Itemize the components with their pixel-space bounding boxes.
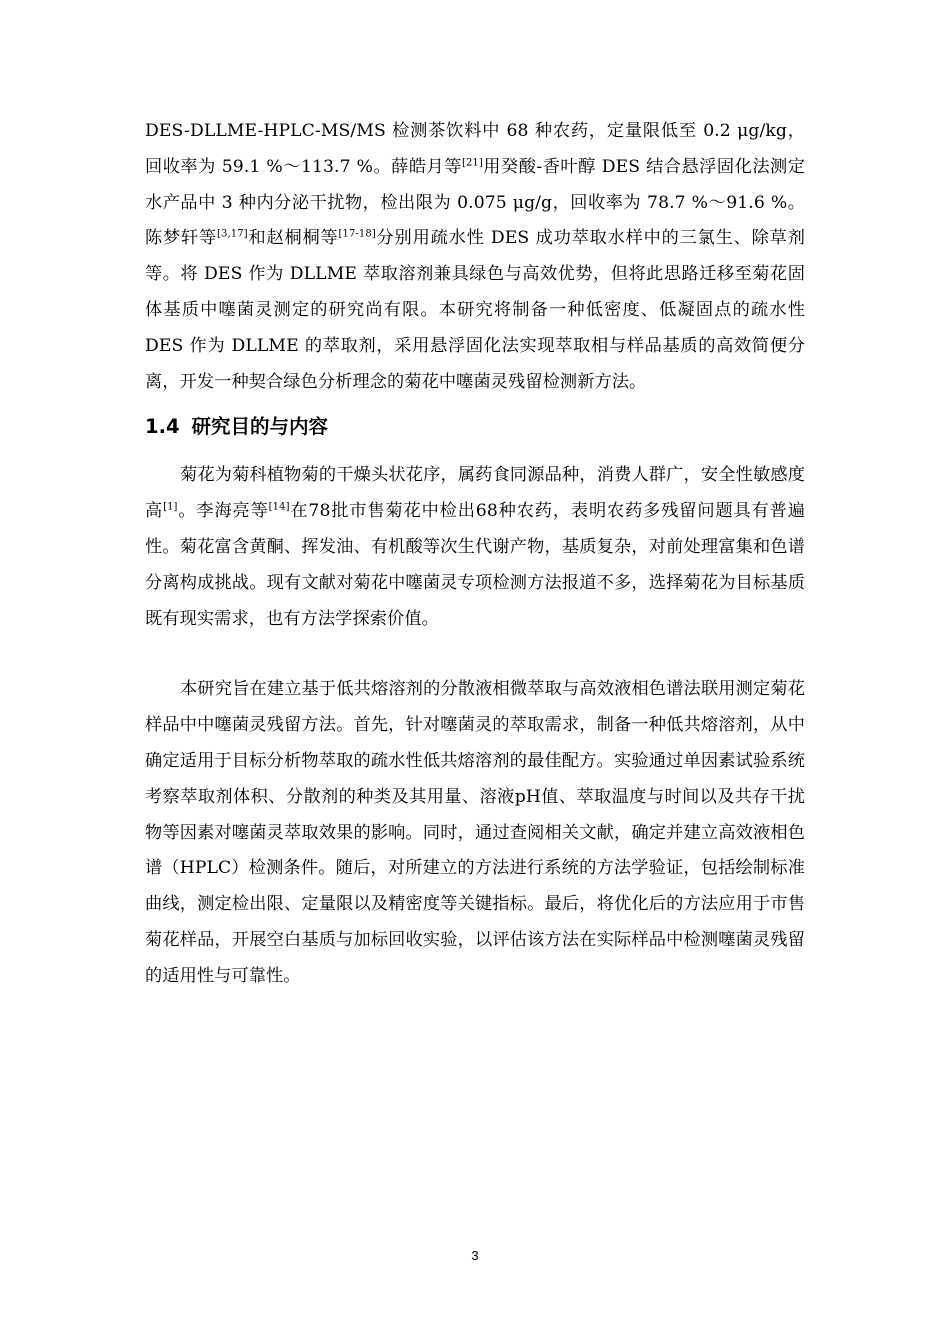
section-number: 1.4: [145, 415, 180, 439]
section-heading: [145, 411, 805, 443]
text-run: 菊花为菊科植物菊的干燥头状花序，属药食同源品种，消费人群广，安全性敏感度高: [145, 465, 805, 522]
text-run: 分别用疏水性 DES 成功萃取水样中的三氯生、除草剂等。将 DES 作为 DLLME 萃取溶剂兼具绿色与高效优势，但将此思路迁移至菊花固体基质中噻菌灵测定的研究尚有限。本研究将制备一种低密度、低凝固点的疏水性 DES 作为 DLLME 的萃取剂，采用悬浮固化法实现萃取相与样品基质的高效简便分离，开发一种契合绿色分析理念的菊花中噻菌灵残留检测新方法。: [145, 228, 805, 392]
document-body: [145, 114, 805, 995]
citation-ref: [1]: [163, 501, 178, 513]
text-run: DES-DLLME-HPLC-MS/MS 检测茶饮料中 68 种农药，定量限低至 0.2 μg/kg，回收率为 59.1 %～113.7 %。薛皓月等: [145, 121, 805, 177]
text-run: 。李海亮等: [177, 501, 269, 522]
text-run: 在78批市售菊花中检出68种农药，表明农药多残留问题具有普遍性。菊花富含黄酮、挥发油、有机酸等次生代谢产物，基质复杂，对前处理富集和色谱分离构成挑战。现有文献对菊花中噻菌灵专项检测方法报道不多，选择菊花为目标基质既有现实需求，也有方法学探索价值。: [145, 501, 805, 629]
page-number: 3: [471, 1248, 479, 1263]
text-run: 用癸酸-香叶醇 DES 结合悬浮固化法测定水产品中 3 种内分泌干扰物，检出限为 0.075 μg/g，回收率为 78.7 %～91.6 %。陈梦轩等: [145, 156, 806, 249]
paragraph-research-content: 本研究旨在建立基于低共熔溶剂的分散液相微萃取与高效液相色谱法联用测定菊花样品中中噻菌灵残留方法。首先，针对噻菌灵的萃取需求，制备一种低共熔溶剂，从中确定适用于目标分析物萃取的疏水性低共熔溶剂的最佳配方。实验通过单因素试验系统考察萃取剂体积、分散剂的种类及其用量、溶液pH值、萃取温度与时间以及共存干扰物等因素对噻菌灵萃取效果的影响。同时，通过查阅相关文献，确定并建立高效液相色谱（HPLC）检测条件。随后，对所建立的方法进行系统的方法学验证，包括绘制标准曲线，测定检出限、定量限以及精密度等关键指标。最后，将优化后的方法应用于市售菊花样品，开展空白基质与加标回收实验，以评估该方法在实际样品中检测噻菌灵残留的适用性与可靠性。: [145, 679, 805, 986]
section-title: 研究目的与内容: [191, 415, 329, 439]
citation-ref: [21]: [461, 157, 483, 169]
paragraph-chrysanthemum-background: [145, 458, 805, 637]
citation-ref: [14]: [268, 501, 290, 513]
citation-ref: [3,17]: [217, 228, 248, 240]
text-run: 和赵桐桐等: [247, 228, 339, 249]
citation-ref: [17-18]: [338, 228, 376, 240]
paragraph-des-dllme-review: [145, 114, 805, 400]
paragraph-spacer: [145, 637, 805, 672]
